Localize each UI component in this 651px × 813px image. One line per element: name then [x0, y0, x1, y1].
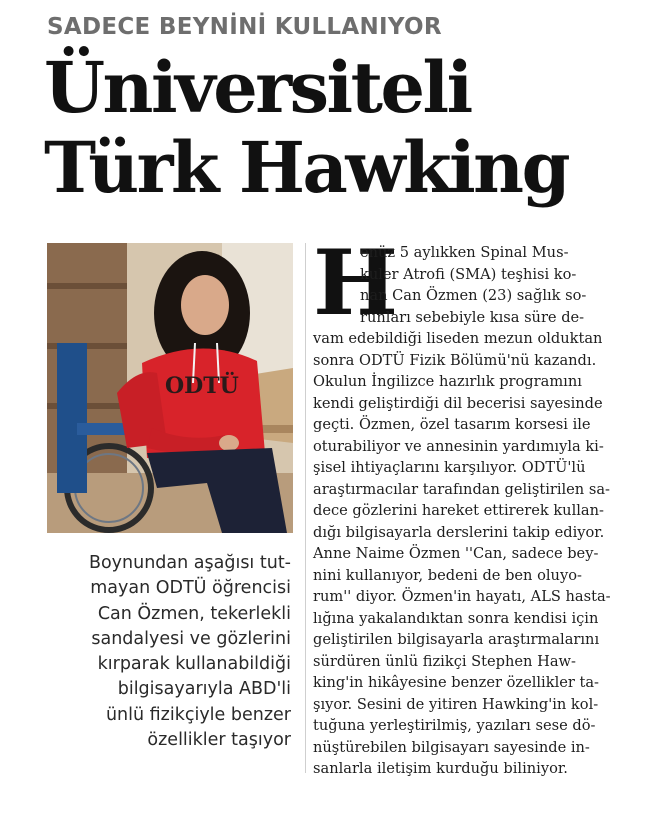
photo-caption	[47, 551, 291, 753]
caption-line: ünlü fizikçiyle benzer	[105, 704, 291, 725]
article-line: Okulun İngilizce hazırlık programını	[313, 373, 582, 390]
article-line: dece gözlerini hareket ettirerek kullan-	[313, 502, 604, 519]
caption-line: mayan ODTÜ öğrencisi	[90, 578, 291, 599]
article-line: şisel ihtiyaçlarını karşılıyor. ODTÜ'lü	[313, 459, 586, 476]
article-line: nüştürebilen bilgisayarı sayesinde in-	[313, 738, 590, 756]
article-line: sürdüren ünlü fizikçi Stephen Haw-	[313, 652, 576, 670]
article-line: araştırmacılar tarafından geliştirilen sa-	[313, 480, 610, 498]
article-line: geçti. Özmen, özel tasarım korsesi ile	[313, 416, 591, 433]
caption-line: özellikler taşıyor	[147, 730, 291, 751]
article-line: king'in hikâyesine benzer özellikler ta-	[313, 674, 599, 691]
shirt-text: ODTÜ	[165, 373, 239, 399]
article-line: vam edebildiği liseden mezun olduktan	[313, 330, 603, 347]
article-line: dığı bilgisayarla derslerini takip ediyor.	[313, 523, 605, 541]
article-line: nan Can Özmen (23) sağlık so-	[360, 287, 587, 304]
article-line: sanlarla iletişim kurduğu biliniyor.	[313, 760, 568, 777]
drop-cap: H	[313, 230, 399, 336]
article-line: sonra ODTÜ Fizik Bölümü'nü kazandı.	[313, 351, 597, 369]
article-line: kendi geliştirdiği dil becerisi sayesinde	[313, 394, 603, 412]
article-body	[313, 242, 613, 780]
caption-line: bilgisayarıyla ABD'li	[117, 679, 291, 700]
article-line: enüz 5 aylıkken Spinal Mus-	[360, 244, 569, 261]
article-line: nini kullanıyor, bedeni de ben oluyo-	[313, 566, 582, 584]
article-line: lığına yakalandıktan sonra kendisi için	[313, 609, 599, 627]
caption-line: Boynundan aşağısı tut-	[88, 553, 291, 573]
article-line: geliştirilen bilgisayarla araştırmalarını	[313, 631, 600, 648]
article-photo	[47, 243, 293, 533]
photo-illustration	[47, 243, 293, 533]
caption-line: sandalyesi ve gözlerini	[91, 628, 291, 649]
article-line: Anne Naime Özmen ''Can, sadece bey-	[313, 545, 599, 562]
article-line: runları sebebiyle kısa süre de-	[360, 308, 585, 326]
kicker: SADECE BEYNİNİ KULLANIYOR	[47, 14, 442, 40]
article-line: tuğuna yerleştirilmiş, yazıları sese dö-	[313, 717, 596, 734]
article-line: şıyor. Sesini de yitiren Hawking'in kol-	[313, 695, 599, 713]
article-line: kuler Atrofi (SMA) teşhisi ko-	[360, 265, 577, 283]
article-line: rum'' diyor. Özmen'in hayatı, ALS hasta-	[313, 588, 611, 605]
article-line: oturabiliyor ve annesinin yardımıyla ki-	[313, 437, 604, 455]
caption-line: kırparak kullanabildiği	[97, 654, 291, 675]
headline-line-2: Türk Hawking	[44, 126, 569, 209]
headline	[44, 48, 644, 208]
headline-line-1: Üniversiteli	[44, 46, 471, 129]
caption-line: Can Özmen, tekerlekli	[97, 603, 291, 624]
column-divider	[305, 243, 306, 773]
